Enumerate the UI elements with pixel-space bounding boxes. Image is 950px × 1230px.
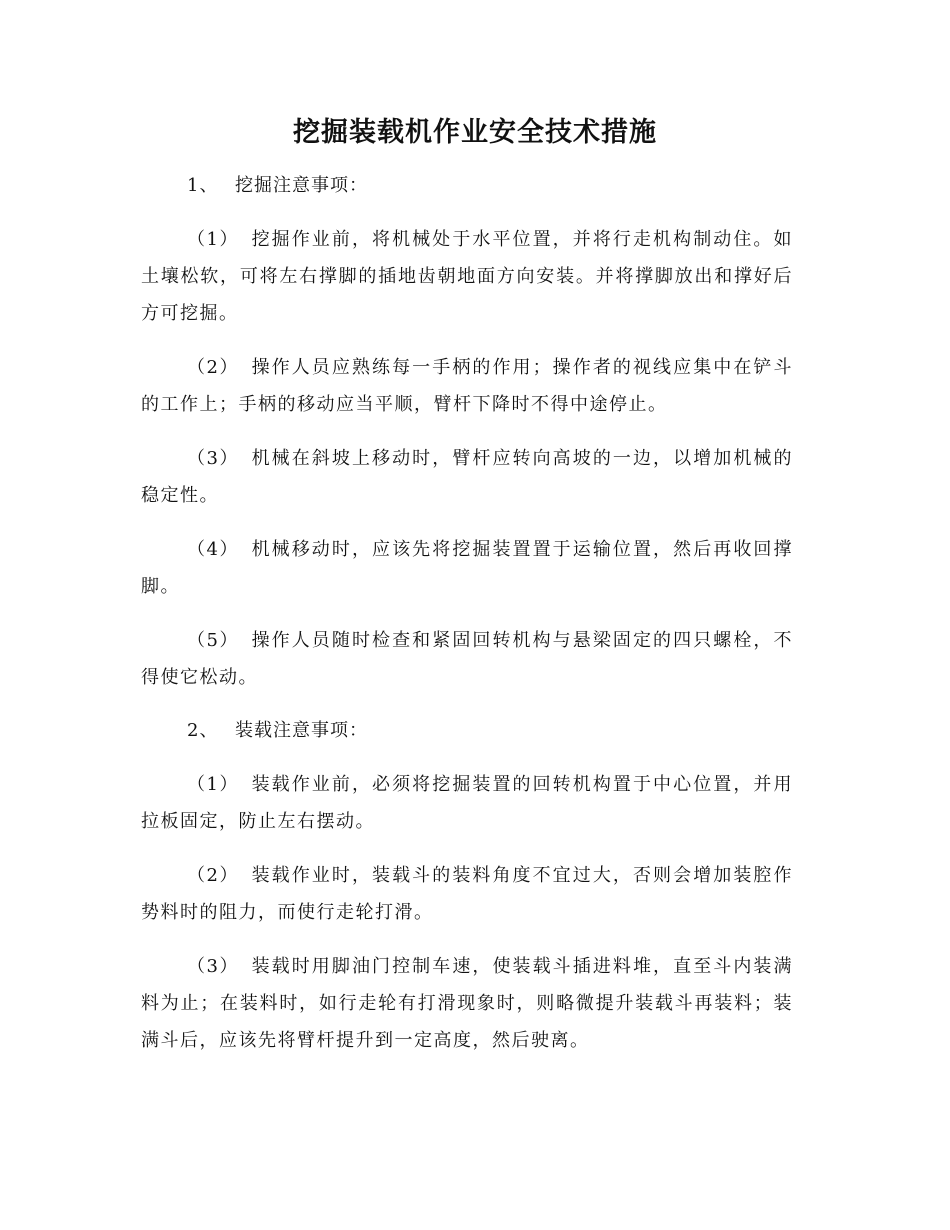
list-item: [141, 440, 793, 514]
document-title: 挖掘装载机作业安全技术措施: [293, 117, 657, 148]
item-text: 机械在斜坡上移动时，臂杆应转向高坡的一边，以增加机械的稳定性。: [141, 448, 793, 506]
list-item: [141, 349, 793, 423]
item-number: （5）: [187, 630, 239, 651]
list-item: [141, 857, 793, 931]
list-item: [141, 766, 793, 840]
item-number: （1）: [187, 229, 239, 250]
section-number: 1、: [187, 175, 219, 196]
item-number: （2）: [187, 865, 239, 886]
item-text: 挖掘作业前，将机械处于水平位置，并将行走机构制动住。如土壤松软，可将左右撑脚的插地齿朝地面方向安装。并将撑脚放出和撑好后方可挖掘。: [141, 229, 793, 324]
item-text: 装载作业前，必须将挖掘装置的回转机构置于中心位置，并用拉板固定，防止左右摆动。: [141, 774, 793, 832]
item-number: （3）: [187, 956, 239, 977]
section-heading-text: 装载注意事项：: [235, 720, 368, 741]
section-heading: [141, 713, 793, 749]
list-item: [141, 948, 793, 1059]
item-text: 装载时用脚油门控制车速，使装载斗插进料堆，直至斗内装满料为止；在装料时，如行走轮有打滑现象时，则略微提升装载斗再装料；装满斗后，应该先将臂杆提升到一定高度，然后驶离。: [141, 956, 793, 1051]
section-heading-text: 挖掘注意事项：: [235, 175, 368, 196]
item-number: （2）: [187, 357, 239, 378]
item-text: 操作人员随时检查和紧固回转机构与悬梁固定的四只螺栓，不得使它松动。: [141, 630, 793, 688]
list-item: [141, 531, 793, 605]
section-number: 2、: [187, 720, 219, 741]
item-text: 操作人员应熟练每一手柄的作用；操作者的视线应集中在铲斗的工作上；手柄的移动应当平顺，臂杆下降时不得中途停止。: [141, 357, 793, 415]
item-text: 装载作业时，装载斗的装料角度不宜过大，否则会增加装腔作势料时的阻力，而使行走轮打滑。: [141, 865, 793, 923]
list-item: [141, 221, 793, 332]
section-heading: [141, 168, 793, 204]
list-item: [141, 622, 793, 696]
item-number: （4）: [187, 539, 239, 560]
document-body: [141, 168, 793, 1076]
item-number: （3）: [187, 448, 239, 469]
item-number: （1）: [187, 774, 239, 795]
item-text: 机械移动时，应该先将挖掘装置置于运输位置，然后再收回撑脚。: [141, 539, 793, 597]
